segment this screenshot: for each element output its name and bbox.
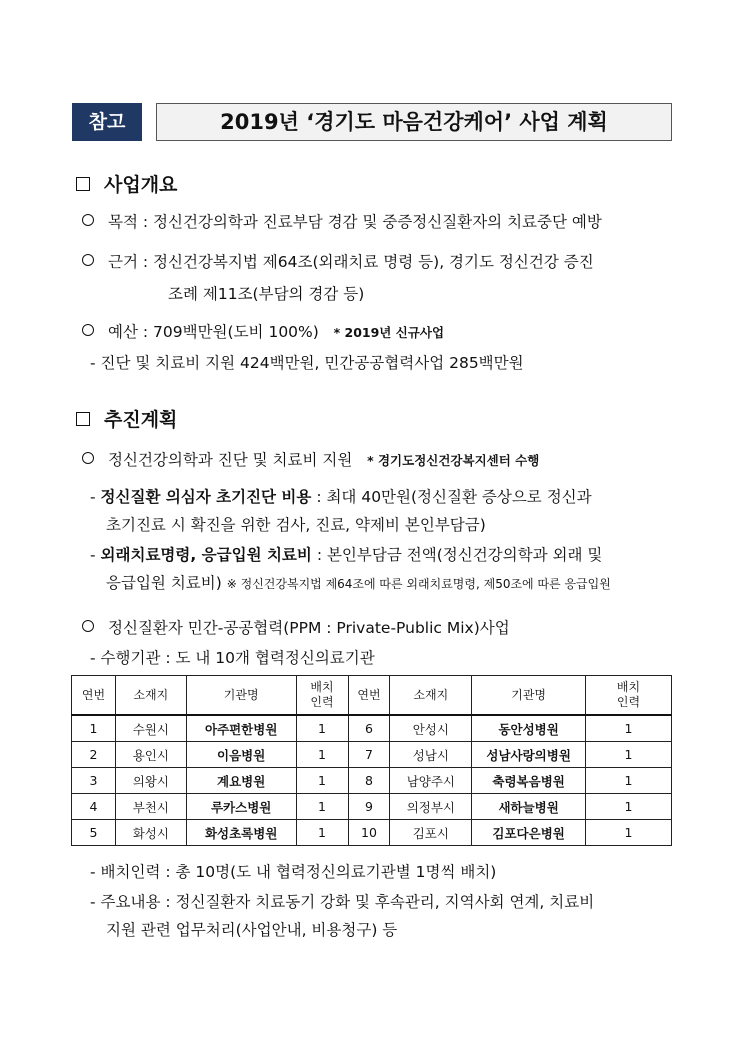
table-row: 5 화성시 화성초록병원 1 10 김포시 김포다은병원 1: [72, 820, 672, 846]
table-row: 4 부천시 루카스병원 1 9 의정부시 새하늘병원 1: [72, 794, 672, 820]
document-title: 2019년 ‘경기도 마음건강케어’ 사업 계획: [156, 103, 672, 141]
basis-line: 근거 : 정신건강복지법 제64조(외래치료 명령 등), 경기도 정신건강 증진: [82, 250, 594, 272]
plan1-item1-line-2: 초기진료 시 확진을 위한 검사, 진료, 약제비 본인부담금): [106, 516, 486, 534]
table-header-row: [72, 676, 672, 716]
circle-outline-icon: [82, 214, 94, 226]
plan1-item1-bold: 정신질환 의심자 초기진단 비용: [100, 488, 312, 506]
plan1-title-line: [82, 448, 539, 470]
plan1-title: 정신건강의학과 진단 및 치료비 지원: [108, 451, 353, 469]
institution-table: [71, 675, 672, 846]
header-cell: 기관명: [472, 676, 586, 716]
plan1-item2-note: ※ 정신건강복지법 제64조에 따른 외래치료명령, 제50조에 따른 응급입원: [226, 577, 611, 591]
circle-outline-icon: [82, 452, 94, 464]
plan2-title: 정신질환자 민간-공공협력(PPM : Private-Public Mix)사업: [108, 619, 510, 637]
plan2-agency-line: - 수행기관 : 도 내 10개 협력정신의료기관: [90, 649, 375, 667]
header-cell: 연번: [72, 676, 116, 716]
table-row: 3 의왕시 계요병원 1 8 남양주시 축령복음병원 1: [72, 768, 672, 794]
plan2-title-line: [82, 616, 510, 638]
plan2-content-line-2: 지원 관련 업무처리(사업안내, 비용청구) 등: [106, 921, 398, 939]
plan2-content-line: - 주요내용 : 정신질환자 치료동기 강화 및 후속관리, 지역사회 연계, 치료비: [90, 893, 595, 911]
square-outline-icon: [76, 177, 90, 191]
document-header: [72, 103, 672, 141]
circle-outline-icon: [82, 324, 94, 336]
budget-detail-line: - 진단 및 치료비 지원 424백만원, 민간공공협력사업 285백만원: [90, 354, 524, 372]
budget-line: 예산 : 709백만원(도비 100%) * 2019년 신규사업: [82, 320, 444, 342]
header-cell: 배치 인력: [296, 676, 348, 716]
purpose-label: 목적: [108, 213, 138, 231]
square-outline-icon: [76, 412, 90, 426]
header-cell: 연번: [348, 676, 390, 716]
table-row: 2 용인시 이음병원 1 7 성남시 성남사랑의병원 1: [72, 742, 672, 768]
circle-outline-icon: [82, 254, 94, 266]
plan1-note: * 경기도정신건강복지센터 수행: [367, 453, 540, 468]
section-heading-plan: 추진계획: [76, 405, 177, 432]
basis-label: 근거: [108, 253, 138, 271]
section-heading-overview: 사업개요: [76, 170, 177, 197]
purpose-text: 정신건강의학과 진료부담 경감 및 중증정신질환자의 치료중단 예방: [153, 213, 602, 231]
basis-text: 정신건강복지법 제64조(외래치료 명령 등), 경기도 정신건강 증진: [153, 253, 594, 271]
header-cell: 기관명: [186, 676, 296, 716]
header-cell: 소재지: [115, 676, 186, 716]
plan1-item2-line-2: 응급입원 치료비) ※ 정신건강복지법 제64조에 따른 외래치료명령, 제50조에 따른 응급입원: [106, 574, 611, 592]
plan1-item2-line: - 외래치료명령, 응급입원 치료비 : 본인부담금 전액(정신건강의학과 외래 및: [90, 546, 603, 564]
purpose-line: 목적 : 정신건강의학과 진료부담 경감 및 중증정신질환자의 치료중단 예방: [82, 210, 602, 232]
circle-outline-icon: [82, 620, 94, 632]
plan1-item1-line: - 정신질환 의심자 초기진단 비용 : 최대 40만원(정신질환 증상으로 정신과: [90, 488, 592, 506]
plan1-item2-bold: 외래치료명령, 응급입원 치료비: [100, 546, 312, 564]
basis-line-2: 조례 제11조(부담의 경감 등): [168, 285, 365, 303]
header-cell: 소재지: [390, 676, 472, 716]
reference-tag: 참고: [72, 103, 142, 141]
budget-text: 709백만원(도비 100%): [153, 323, 319, 341]
table-row: 1 수원시 아주편한병원 1 6 안성시 동안성병원 1: [72, 715, 672, 742]
budget-note: * 2019년 신규사업: [333, 325, 445, 340]
header-cell: 배치 인력: [586, 676, 672, 716]
budget-label: 예산: [108, 323, 138, 341]
plan2-staff-line: - 배치인력 : 총 10명(도 내 협력정신의료기관별 1명씩 배치): [90, 863, 497, 881]
